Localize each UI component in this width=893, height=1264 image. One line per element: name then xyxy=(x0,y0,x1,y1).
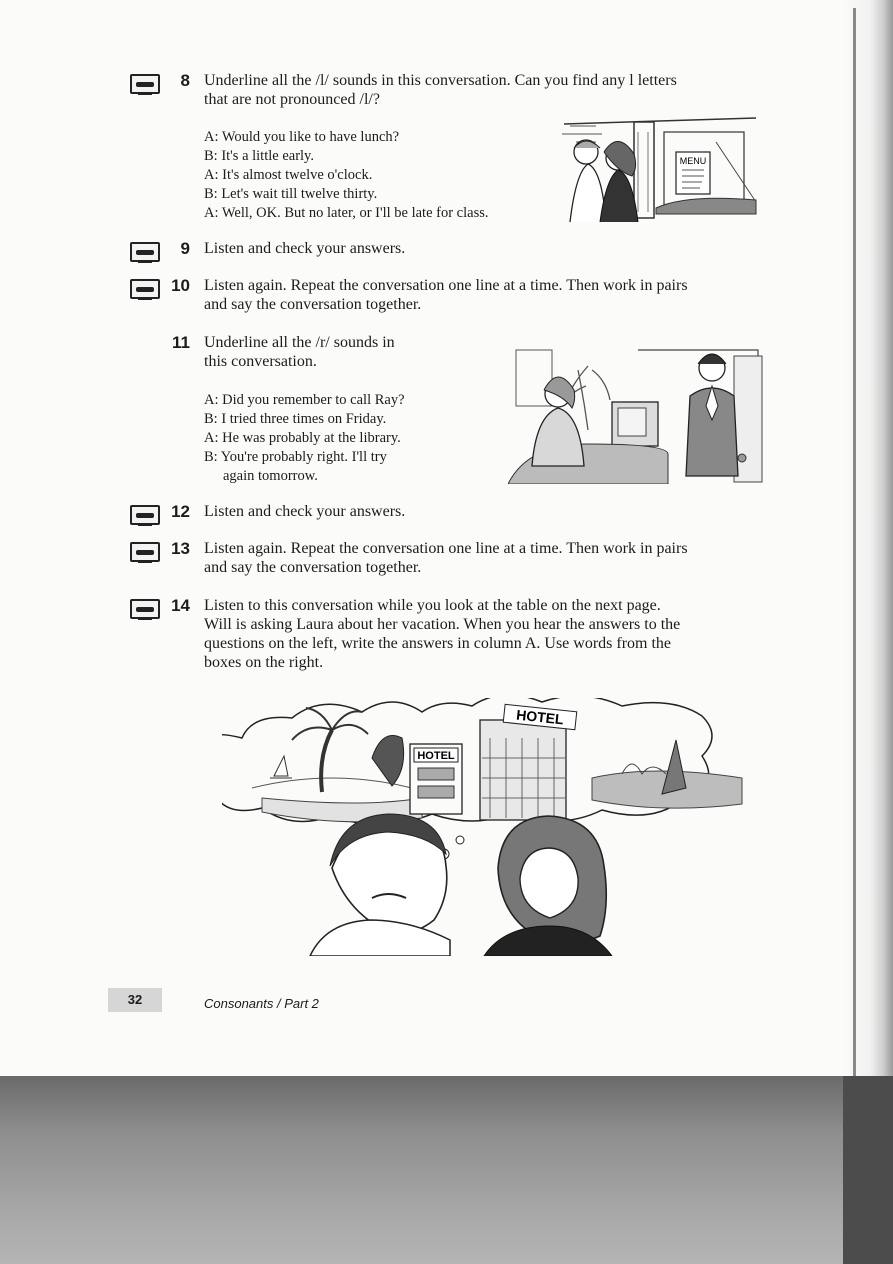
exercise-instruction xyxy=(204,239,774,258)
dialog-line: A: Well, OK. But no later, or I'll be late for class. xyxy=(204,205,489,221)
office-illustration xyxy=(508,346,776,484)
cassette-icon xyxy=(130,505,160,525)
exercise-number: 11 xyxy=(172,333,190,352)
exercise-instruction xyxy=(204,502,774,521)
exercise-instruction xyxy=(204,596,774,672)
instruction-line: boxes on the right. xyxy=(204,654,324,671)
hotel-sign-small-text: HOTEL xyxy=(417,750,455,762)
section-footer: Consonants / Part 2 xyxy=(204,996,319,1011)
instruction-line: Underline all the /r/ sounds in xyxy=(204,334,395,351)
instruction-line: questions on the left, write the answers in column A. Use words from the xyxy=(204,635,672,652)
dialog-line: B: It's a little early. xyxy=(204,148,314,164)
exercise-number: 9 xyxy=(180,239,190,258)
dialog-line: A: Did you remember to call Ray? xyxy=(204,392,405,408)
dialog-line: again tomorrow. xyxy=(223,468,318,484)
exercise-number: 12 xyxy=(171,502,190,521)
exercise-instruction xyxy=(204,71,774,109)
exercise-number: 14 xyxy=(171,596,190,615)
instruction-line: and say the conversation together. xyxy=(204,559,422,576)
dialog-line: B: Let's wait till twelve thirty. xyxy=(204,186,378,202)
instruction-line: and say the conversation together. xyxy=(204,296,422,313)
exercise-number: 10 xyxy=(171,276,190,295)
cassette-icon xyxy=(130,74,160,94)
page-edge xyxy=(843,0,893,1264)
instruction-line: Will is asking Laura about her vacation. When you hear the answers to the xyxy=(204,616,681,633)
scan-shadow xyxy=(0,1076,893,1264)
dialog xyxy=(204,128,489,223)
cassette-icon xyxy=(130,279,160,299)
instruction-line: that are not pronounced /l/? xyxy=(204,91,380,108)
exercise-number: 13 xyxy=(171,539,190,558)
exercise-instruction xyxy=(204,276,774,314)
hotel-sign-large-text: HOTEL xyxy=(515,706,565,728)
instruction-line: Listen to this conversation while you look at the table on the next page. xyxy=(204,597,661,614)
dialog-line: A: Would you like to have lunch? xyxy=(204,129,400,145)
instruction-line: Listen again. Repeat the conversation one line at a time. Then work in pairs xyxy=(204,540,688,557)
vacation-illustration xyxy=(222,698,762,956)
instruction-line: Underline all the /l/ sounds in this conversation. Can you find any l letters xyxy=(204,72,677,89)
cassette-icon xyxy=(130,542,160,562)
dialog-line: A: He was probably at the library. xyxy=(204,430,401,446)
instruction-line: this conversation. xyxy=(204,353,317,370)
instruction-line: Listen and check your answers. xyxy=(204,503,406,520)
exercise-number: 8 xyxy=(180,71,190,90)
page-number: 32 xyxy=(108,988,162,1012)
dialog xyxy=(204,391,405,486)
dialog-line: B: You're probably right. I'll try xyxy=(204,449,387,465)
exercise-instruction xyxy=(204,539,774,577)
restaurant-illustration xyxy=(556,112,762,224)
menu-sign-text: MENU xyxy=(679,156,707,166)
dialog-line: B: I tried three times on Friday. xyxy=(204,411,387,427)
exercise-instruction xyxy=(204,333,464,371)
scan-shadow-edge xyxy=(843,1076,893,1264)
cassette-icon xyxy=(130,242,160,262)
cassette-icon xyxy=(130,599,160,619)
instruction-line: Listen again. Repeat the conversation one line at a time. Then work in pairs xyxy=(204,277,688,294)
instruction-line: Listen and check your answers. xyxy=(204,240,406,257)
spine-line xyxy=(853,8,856,1078)
dialog-line: A: It's almost twelve o'clock. xyxy=(204,167,373,183)
